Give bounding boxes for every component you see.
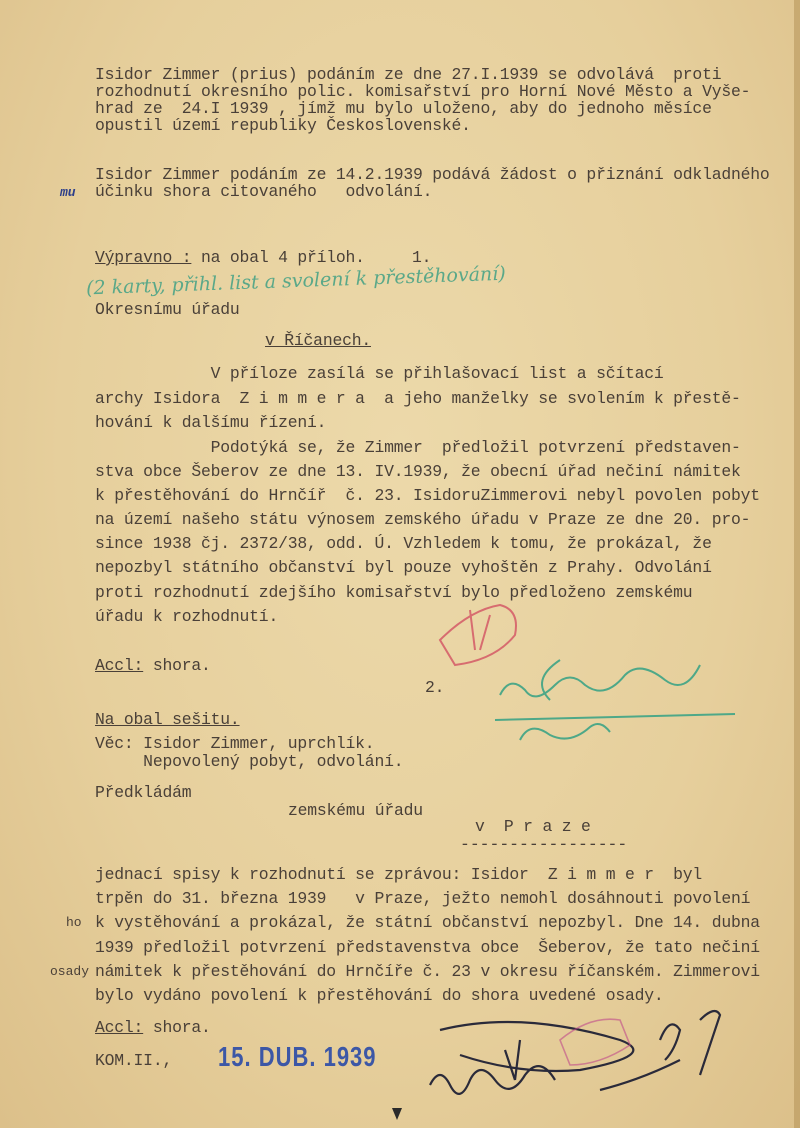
cover-label: Na obal sešitu. xyxy=(95,710,240,729)
text-line: Isidor Zimmer podáním ze 14.2.1939 podává žádost o přiznání odkladného xyxy=(95,165,770,184)
accl-line: Accl: shora. xyxy=(95,1018,211,1037)
addressee: zemskému úřadu xyxy=(288,801,423,820)
section-number: 2. xyxy=(425,678,445,697)
text-line: k přestěhování do Hrnčíř č. 23. IsidoruZimmerovi nebyl povolen pobyt xyxy=(95,486,760,505)
dispatch-line: Výpravno : na obal 4 příloh. xyxy=(95,248,365,267)
text-line: Isidor Zimmer (prius) podáním ze dne 27.I.1939 se odvolává proti xyxy=(95,65,722,84)
addressee-place: v Říčanech. xyxy=(265,331,371,350)
text-line: jednací spisy k rozhodnutí se zprávou: Isidor Z i m m e r byl xyxy=(95,865,703,884)
addressee: Okresnímu úřadu xyxy=(95,300,240,319)
red-stamp xyxy=(440,605,516,665)
inserted-text: ho xyxy=(66,915,82,930)
date-stamp: 15. DUB. 1939 xyxy=(218,1040,377,1072)
text-line: hrad ze 24.I 1939 , jímž mu bylo uloženo, aby do jednoho měsíce xyxy=(95,99,712,118)
section-number: 1. xyxy=(412,248,432,267)
presenting: Předkládám xyxy=(95,783,192,802)
text-line: 1939 předložil potvrzení představenstva obce Šeberov, že tato nečiní xyxy=(95,938,760,957)
signature-icon xyxy=(430,1011,720,1094)
text-line: proti rozhodnutí zdejšího komisařství bylo předloženo zemskému xyxy=(95,583,693,602)
text-line: k vystěhování a prokázal, že státní občanství nepozbyl. Dne 14. dubna xyxy=(95,913,760,932)
text-line: úřadu k rozhodnutí. xyxy=(95,607,279,626)
text-line: since 1938 čj. 2372/38, odd. Ú. Vzhledem k tomu, že prokázal, že xyxy=(95,534,712,553)
subject-line: Věc: Isidor Zimmer, uprchlík. xyxy=(95,734,375,753)
inserted-text: osady xyxy=(50,964,90,979)
text-line: účinku shora citovaného odvolání. xyxy=(95,182,433,201)
dashed-rule: ----------------- xyxy=(460,835,628,854)
text-line: opustil území republiky Československé. xyxy=(95,116,471,135)
accl-line: Accl: shora. xyxy=(95,656,211,675)
text-line: V příloze zasílá se přihlašovací list a sčítací xyxy=(95,364,664,383)
violet-stamp xyxy=(560,1019,630,1065)
margin-mark xyxy=(392,1108,402,1120)
text-line: trpěn do 31. března 1939 v Praze, ježto nemohl dosáhnouti povolení xyxy=(95,889,751,908)
text-line: bylo vydáno povolení k přestěhování do shora uvedené osady. xyxy=(95,986,664,1005)
handwritten-note: (2 karty, přihl. list a svolení k přestěhování) xyxy=(85,262,507,300)
text-line: námitek k přestěhování do Hrnčíře č. 23 v okresu říčanském. Zimmerovi xyxy=(95,962,760,981)
text-line: archy Isidora Z i m m e r a a jeho manželky se svolením k přestě- xyxy=(95,389,741,408)
addressee-place: v P r a z e xyxy=(475,817,591,836)
text-line: stva obce Šeberov ze dne 13. IV.1939, že obecní úřad nečiní námitek xyxy=(95,462,741,481)
text-line: rozhodnutí okresního polic. komisařství pro Horní Nové Město a Vyše- xyxy=(95,82,751,101)
text-line: Podotýká se, že Zimmer předložil potvrzení představen- xyxy=(95,438,741,457)
subject-line: Nepovolený pobyt, odvolání. xyxy=(95,752,404,771)
text-line: na území našeho státu výnosem zemského úřadu v Praze ze dne 20. pro- xyxy=(95,510,751,529)
ink-correction: mu xyxy=(60,185,76,200)
text-line: hování k dalšímu řízení. xyxy=(95,413,327,432)
green-signature-icon xyxy=(495,660,735,740)
text-line: nepozbyl státního občanství byl pouze vyhoštěn z Prahy. Odvolání xyxy=(95,558,712,577)
department: KOM.II., xyxy=(95,1051,173,1070)
